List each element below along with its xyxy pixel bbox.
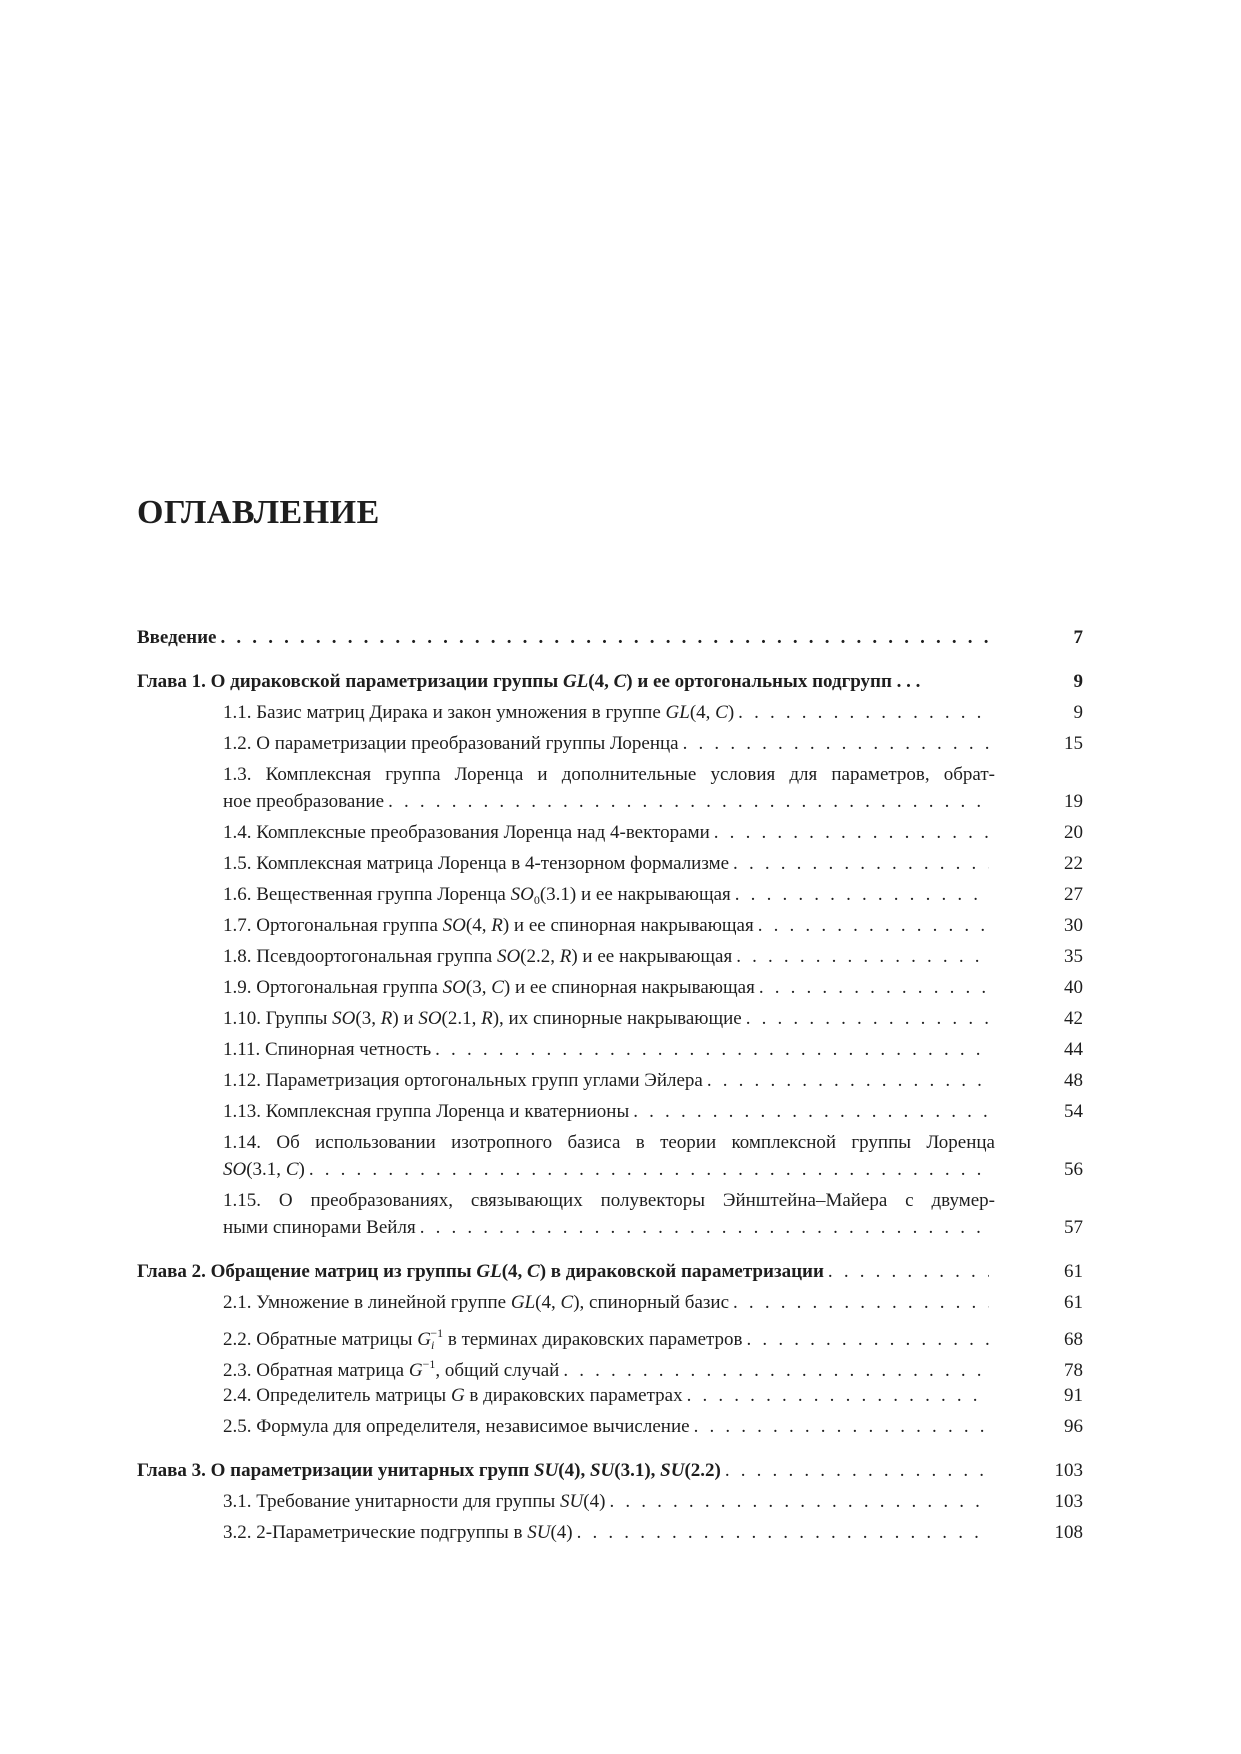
toc-page-number: 27 xyxy=(1064,884,1083,905)
page-title: ОГЛАВЛЕНИЕ xyxy=(137,494,380,531)
leader-dots xyxy=(309,1156,989,1183)
leader-dots xyxy=(738,699,989,726)
leader-dots xyxy=(707,1067,989,1094)
toc-entry-section-1-2[interactable] xyxy=(137,730,1083,757)
toc-page-number: 103 xyxy=(1054,1491,1083,1512)
toc-entry-section-1-14[interactable] xyxy=(137,1129,1083,1183)
toc-entry-label: 1.1. Базис матриц Дирака и закон умножения в группе GL(4, C) xyxy=(223,702,735,723)
toc-entry-label: Введение xyxy=(137,627,217,648)
leader-dots xyxy=(714,819,989,846)
toc-page-number: 56 xyxy=(1064,1159,1083,1180)
leader-dots xyxy=(736,943,989,970)
leader-dots xyxy=(758,912,989,939)
toc-entry-label: 1.7. Ортогональная группа SO(4, R) и ее спинорная накрывающая xyxy=(223,915,754,936)
toc-page-number: 19 xyxy=(1064,791,1083,812)
toc-entry-chapter-2[interactable] xyxy=(137,1258,1083,1285)
toc-entry-label: 1.9. Ортогональная группа SO(3, C) и ее спинорная накрывающая xyxy=(223,977,755,998)
toc-entry-section-1-4[interactable] xyxy=(137,819,1083,846)
leader-dots xyxy=(221,624,990,651)
toc-entry-label-line2: SO(3.1, C) xyxy=(223,1159,305,1180)
toc-entry-label-line2: ными спинорами Вейля xyxy=(223,1217,416,1238)
toc-entry-label-line1: 1.3. Комплексная группа Лоренца и дополнительные условия для параметров, обрат- xyxy=(223,764,995,785)
toc-entry-section-1-12[interactable] xyxy=(137,1067,1083,1094)
toc-page-number: 35 xyxy=(1064,946,1083,967)
leader-dots xyxy=(725,1457,989,1484)
leader-dots xyxy=(828,1258,989,1285)
leader-dots xyxy=(759,974,989,1001)
leader-dots xyxy=(694,1413,989,1440)
toc-entry-section-1-3[interactable] xyxy=(137,761,1083,815)
toc-entry-label: 1.4. Комплексные преобразования Лоренца над 4-векторами xyxy=(223,822,710,843)
leader-dots xyxy=(733,850,989,877)
toc-entry-label: 2.1. Умножение в линейной группе GL(4, C), спинорный базис xyxy=(223,1292,730,1313)
toc-entry-section-1-5[interactable] xyxy=(137,850,1083,877)
toc-entry-label: 1.2. О параметризации преобразований группы Лоренца xyxy=(223,733,679,754)
toc-entry-section-1-8[interactable] xyxy=(137,943,1083,970)
leader-dots xyxy=(735,881,989,908)
toc-page-number: 57 xyxy=(1064,1217,1083,1238)
toc-entry-label: Глава 2. Обращение матриц из группы GL(4, C) в дираковской параметризации xyxy=(137,1261,824,1282)
toc-entry-section-1-15[interactable] xyxy=(137,1187,1083,1241)
leader-dots xyxy=(577,1519,989,1546)
leader-dots xyxy=(633,1098,989,1125)
toc-entry-label: 1.12. Параметризация ортогональных групп углами Эйлера xyxy=(223,1070,703,1091)
toc-entry-section-1-6[interactable] xyxy=(137,881,1083,908)
leader-dots xyxy=(683,730,989,757)
toc-page-number: 15 xyxy=(1064,733,1083,754)
toc-entry-section-1-13[interactable] xyxy=(137,1098,1083,1125)
toc-entry-label: 1.11. Спинорная четность xyxy=(223,1039,432,1060)
toc-page-number: 54 xyxy=(1064,1101,1083,1122)
toc-page-number: 61 xyxy=(1064,1292,1083,1313)
toc-page-number: 40 xyxy=(1064,977,1083,998)
toc-page-number: 68 xyxy=(1064,1329,1083,1350)
leader-dots xyxy=(746,1005,989,1032)
toc-page-number: 44 xyxy=(1064,1039,1083,1060)
toc-page-number: 48 xyxy=(1064,1070,1083,1091)
toc-entry-label: 3.2. 2-Параметрические подгруппы в SU(4) xyxy=(223,1522,573,1543)
toc-page-number: 30 xyxy=(1064,915,1083,936)
toc-entry-label: 1.8. Псевдоортогональная группа SO(2.2, R) и ее накрывающая xyxy=(223,946,733,967)
leader-dots xyxy=(388,788,989,815)
toc-entry-section-2-2[interactable] xyxy=(137,1320,1083,1352)
toc-page-number: 96 xyxy=(1064,1416,1083,1437)
toc-entry-intro[interactable] xyxy=(137,624,1083,651)
toc-page-number: 7 xyxy=(1073,627,1083,648)
toc-page-number: 91 xyxy=(1064,1385,1083,1406)
toc-entry-section-2-5[interactable] xyxy=(137,1413,1083,1440)
toc-entry-label: 1.13. Комплексная группа Лоренца и кватернионы xyxy=(223,1101,630,1122)
toc-entry-label: 1.5. Комплексная матрица Лоренца в 4-тензорном формализме xyxy=(223,853,730,874)
toc-page-number: 9 xyxy=(1073,702,1083,723)
toc-entry-section-1-7[interactable] xyxy=(137,912,1083,939)
toc-page-number: 108 xyxy=(1054,1522,1083,1543)
toc-page-number: 9 xyxy=(1073,671,1083,692)
toc-entry-section-2-3[interactable] xyxy=(137,1351,1083,1381)
toc-entry-section-1-9[interactable] xyxy=(137,974,1083,1001)
leader-dots xyxy=(687,1382,989,1409)
toc-entry-label: 1.10. Группы SO(3, R) и SO(2.1, R), их спинорные накрывающие xyxy=(223,1008,742,1029)
table-of-contents xyxy=(137,624,1083,1546)
toc-entry-label-line2: ное преобразование xyxy=(223,791,385,812)
toc-entry-label: 2.3. Обратная матрица $G^{-1}$, общий случай xyxy=(223,1357,560,1381)
toc-entry-label: 2.4. Определитель матрицы G в дираковских параметрах xyxy=(223,1385,683,1406)
toc-entry-section-1-11[interactable] xyxy=(137,1036,1083,1063)
toc-page-number: 42 xyxy=(1064,1008,1083,1029)
toc-entry-label: 2.2. Обратные матрицы $G_i^{-1}$ в терминах дираковских параметров xyxy=(223,1326,743,1352)
toc-page-number: 78 xyxy=(1064,1360,1083,1381)
leader-dots xyxy=(733,1289,989,1316)
toc-entry-label: Глава 3. О параметризации унитарных групп SU(4), SU(3.1), SU(2.2) xyxy=(137,1460,721,1481)
toc-entry-chapter-1[interactable] xyxy=(137,668,1083,695)
leader-dots xyxy=(435,1036,989,1063)
toc-entry-section-3-1[interactable] xyxy=(137,1488,1083,1515)
leader-dots xyxy=(563,1357,989,1384)
toc-entry-section-2-1[interactable] xyxy=(137,1289,1083,1316)
toc-entry-section-1-10[interactable] xyxy=(137,1005,1083,1032)
toc-page-number: 61 xyxy=(1064,1261,1083,1282)
toc-entry-section-1-1[interactable] xyxy=(137,699,1083,726)
leader-dots xyxy=(609,1488,989,1515)
toc-page-number: 103 xyxy=(1054,1460,1083,1481)
toc-entry-section-2-4[interactable] xyxy=(137,1382,1083,1409)
toc-entry-label: 1.6. Вещественная группа Лоренца $SO_0(3.1)$ и ее накрывающая xyxy=(223,884,731,907)
toc-entry-chapter-3[interactable] xyxy=(137,1457,1083,1484)
toc-entry-label: 2.5. Формула для определителя, независимое вычисление xyxy=(223,1416,690,1437)
toc-entry-label: 3.1. Требование унитарности для группы SU(4) xyxy=(223,1491,606,1512)
toc-page-number: 20 xyxy=(1064,822,1083,843)
toc-page-number: 22 xyxy=(1064,853,1083,874)
toc-entry-section-3-2[interactable] xyxy=(137,1519,1083,1546)
toc-entry-label: Глава 1. О дираковской параметризации группы GL(4, C) и ее ортогональных подгрупп . . . xyxy=(137,671,921,692)
toc-entry-label-line1: 1.15. О преобразованиях, связывающих полувекторы Эйнштейна–Майера с двумер- xyxy=(223,1190,995,1211)
leader-dots xyxy=(420,1214,989,1241)
leader-dots xyxy=(747,1326,989,1353)
toc-entry-label-line1: 1.14. Об использовании изотропного базиса в теории комплексной группы Лоренца xyxy=(223,1132,995,1153)
